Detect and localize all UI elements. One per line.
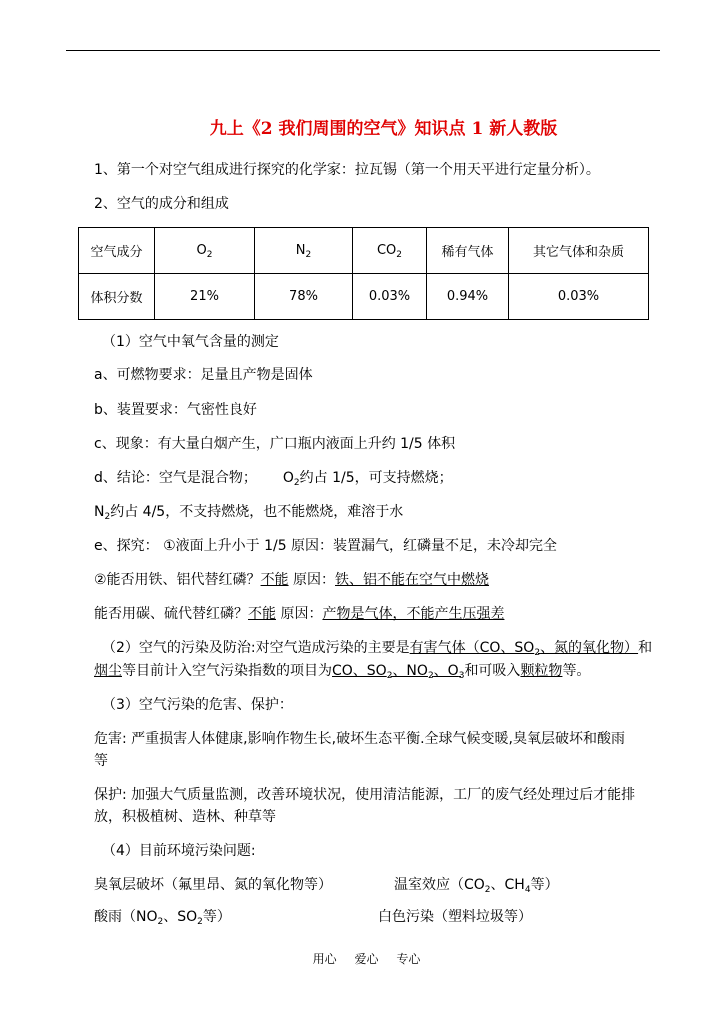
section-2-line-2: 烟尘等目前计入空气污染指数的项目为CO、$SO_2$、$NO_2$、$O_3$和可吸入颗粒物等。 xyxy=(94,663,591,681)
footer-item: 爱心 xyxy=(354,952,379,966)
table-row xyxy=(79,274,649,320)
harm-line-2: 等 xyxy=(94,753,108,769)
table-header-cell: $N_2$ xyxy=(255,228,353,274)
table-header-cell: $O_2$ xyxy=(155,228,255,274)
point-e: e、探究： ①液面上升小于 1/5 原因：装置漏气，红磷量不足，未冷却完全 xyxy=(94,538,558,554)
table-row-label: 体积分数 xyxy=(79,274,155,320)
paragraph-1: 1、第一个对空气组成进行探究的化学家：拉瓦锡（第一个用天平进行定量分析）。 xyxy=(94,162,600,178)
question-iron-aluminum: ②能否用铁、铝代替红磷？不能 原因：铁、铝不能在空气中燃烧 xyxy=(94,572,490,588)
table-header-row xyxy=(79,228,649,274)
table-header-cell: 稀有气体 xyxy=(427,228,509,274)
section-3-heading: （3）空气污染的危害、保护： xyxy=(102,697,293,713)
table-header-cell: 其它气体和杂质 xyxy=(509,228,649,274)
table-header-cell: $CO_2$ xyxy=(353,228,427,274)
footer-item: 专心 xyxy=(396,952,421,966)
protect-line-2: 放，积极植树、造林、种草等 xyxy=(94,809,276,825)
table-cell: 0.03% xyxy=(353,274,427,320)
air-composition-table xyxy=(78,227,649,320)
header-rule xyxy=(66,50,660,51)
section-2-line-1: （2）空气的污染及防治:对空气造成污染的主要是有害气体（CO、$SO_2$、氮的氧化物）和 xyxy=(102,640,653,658)
question-carbon-sulfur: 能否用碳、硫代替红磷？不能 原因：产物是气体，不能产生压强差 xyxy=(94,606,505,622)
point-d: d、结论：空气是混合物； $O_2$约占 1/5，可支持燃烧； xyxy=(94,470,453,488)
point-n2: $N_2$约占 4/5，不支持燃烧，也不能燃烧，难溶于水 xyxy=(94,504,404,522)
page-footer xyxy=(0,950,725,967)
footer-item: 用心 xyxy=(312,952,337,966)
issue-acid-rain: 酸雨（$NO_2$、$SO_2$等） xyxy=(94,909,231,927)
table-header-cell: 空气成分 xyxy=(79,228,155,274)
table-cell: 21% xyxy=(155,274,255,320)
point-a: a、可燃物要求：足量且产物是固体 xyxy=(94,367,313,383)
section-4-heading: （4）目前环境污染问题: xyxy=(102,843,256,859)
table-cell: 0.03% xyxy=(509,274,649,320)
protect-line-1: 保护: 加强大气质量监测，改善环境状况，使用清洁能源，工厂的废气经处理过后才能排 xyxy=(94,787,636,803)
issue-ozone: 臭氧层破坏（氟里昂、氮的氧化物等） xyxy=(94,877,332,893)
paragraph-2: 2、空气的成分和组成 xyxy=(94,196,229,212)
issue-greenhouse: 温室效应（$CO_2$、$CH_4$等） xyxy=(394,877,559,895)
table-cell: 78% xyxy=(255,274,353,320)
point-c: c、现象：有大量白烟产生，广口瓶内液面上升约 1/5 体积 xyxy=(94,436,456,452)
table-cell: 0.94% xyxy=(427,274,509,320)
issue-white-pollution: 白色污染（塑料垃圾等） xyxy=(378,909,532,925)
harm-line-1: 危害: 严重损害人体健康,影响作物生长,破坏生态平衡.全球气候变暖,臭氧层破坏和酸雨 xyxy=(94,731,625,747)
point-b: b、装置要求：气密性良好 xyxy=(94,402,257,418)
page-title: 九上《2 我们周围的空气》知识点 1 新人教版 xyxy=(209,119,558,139)
section-1-heading: （1）空气中氧气含量的测定 xyxy=(102,334,279,350)
